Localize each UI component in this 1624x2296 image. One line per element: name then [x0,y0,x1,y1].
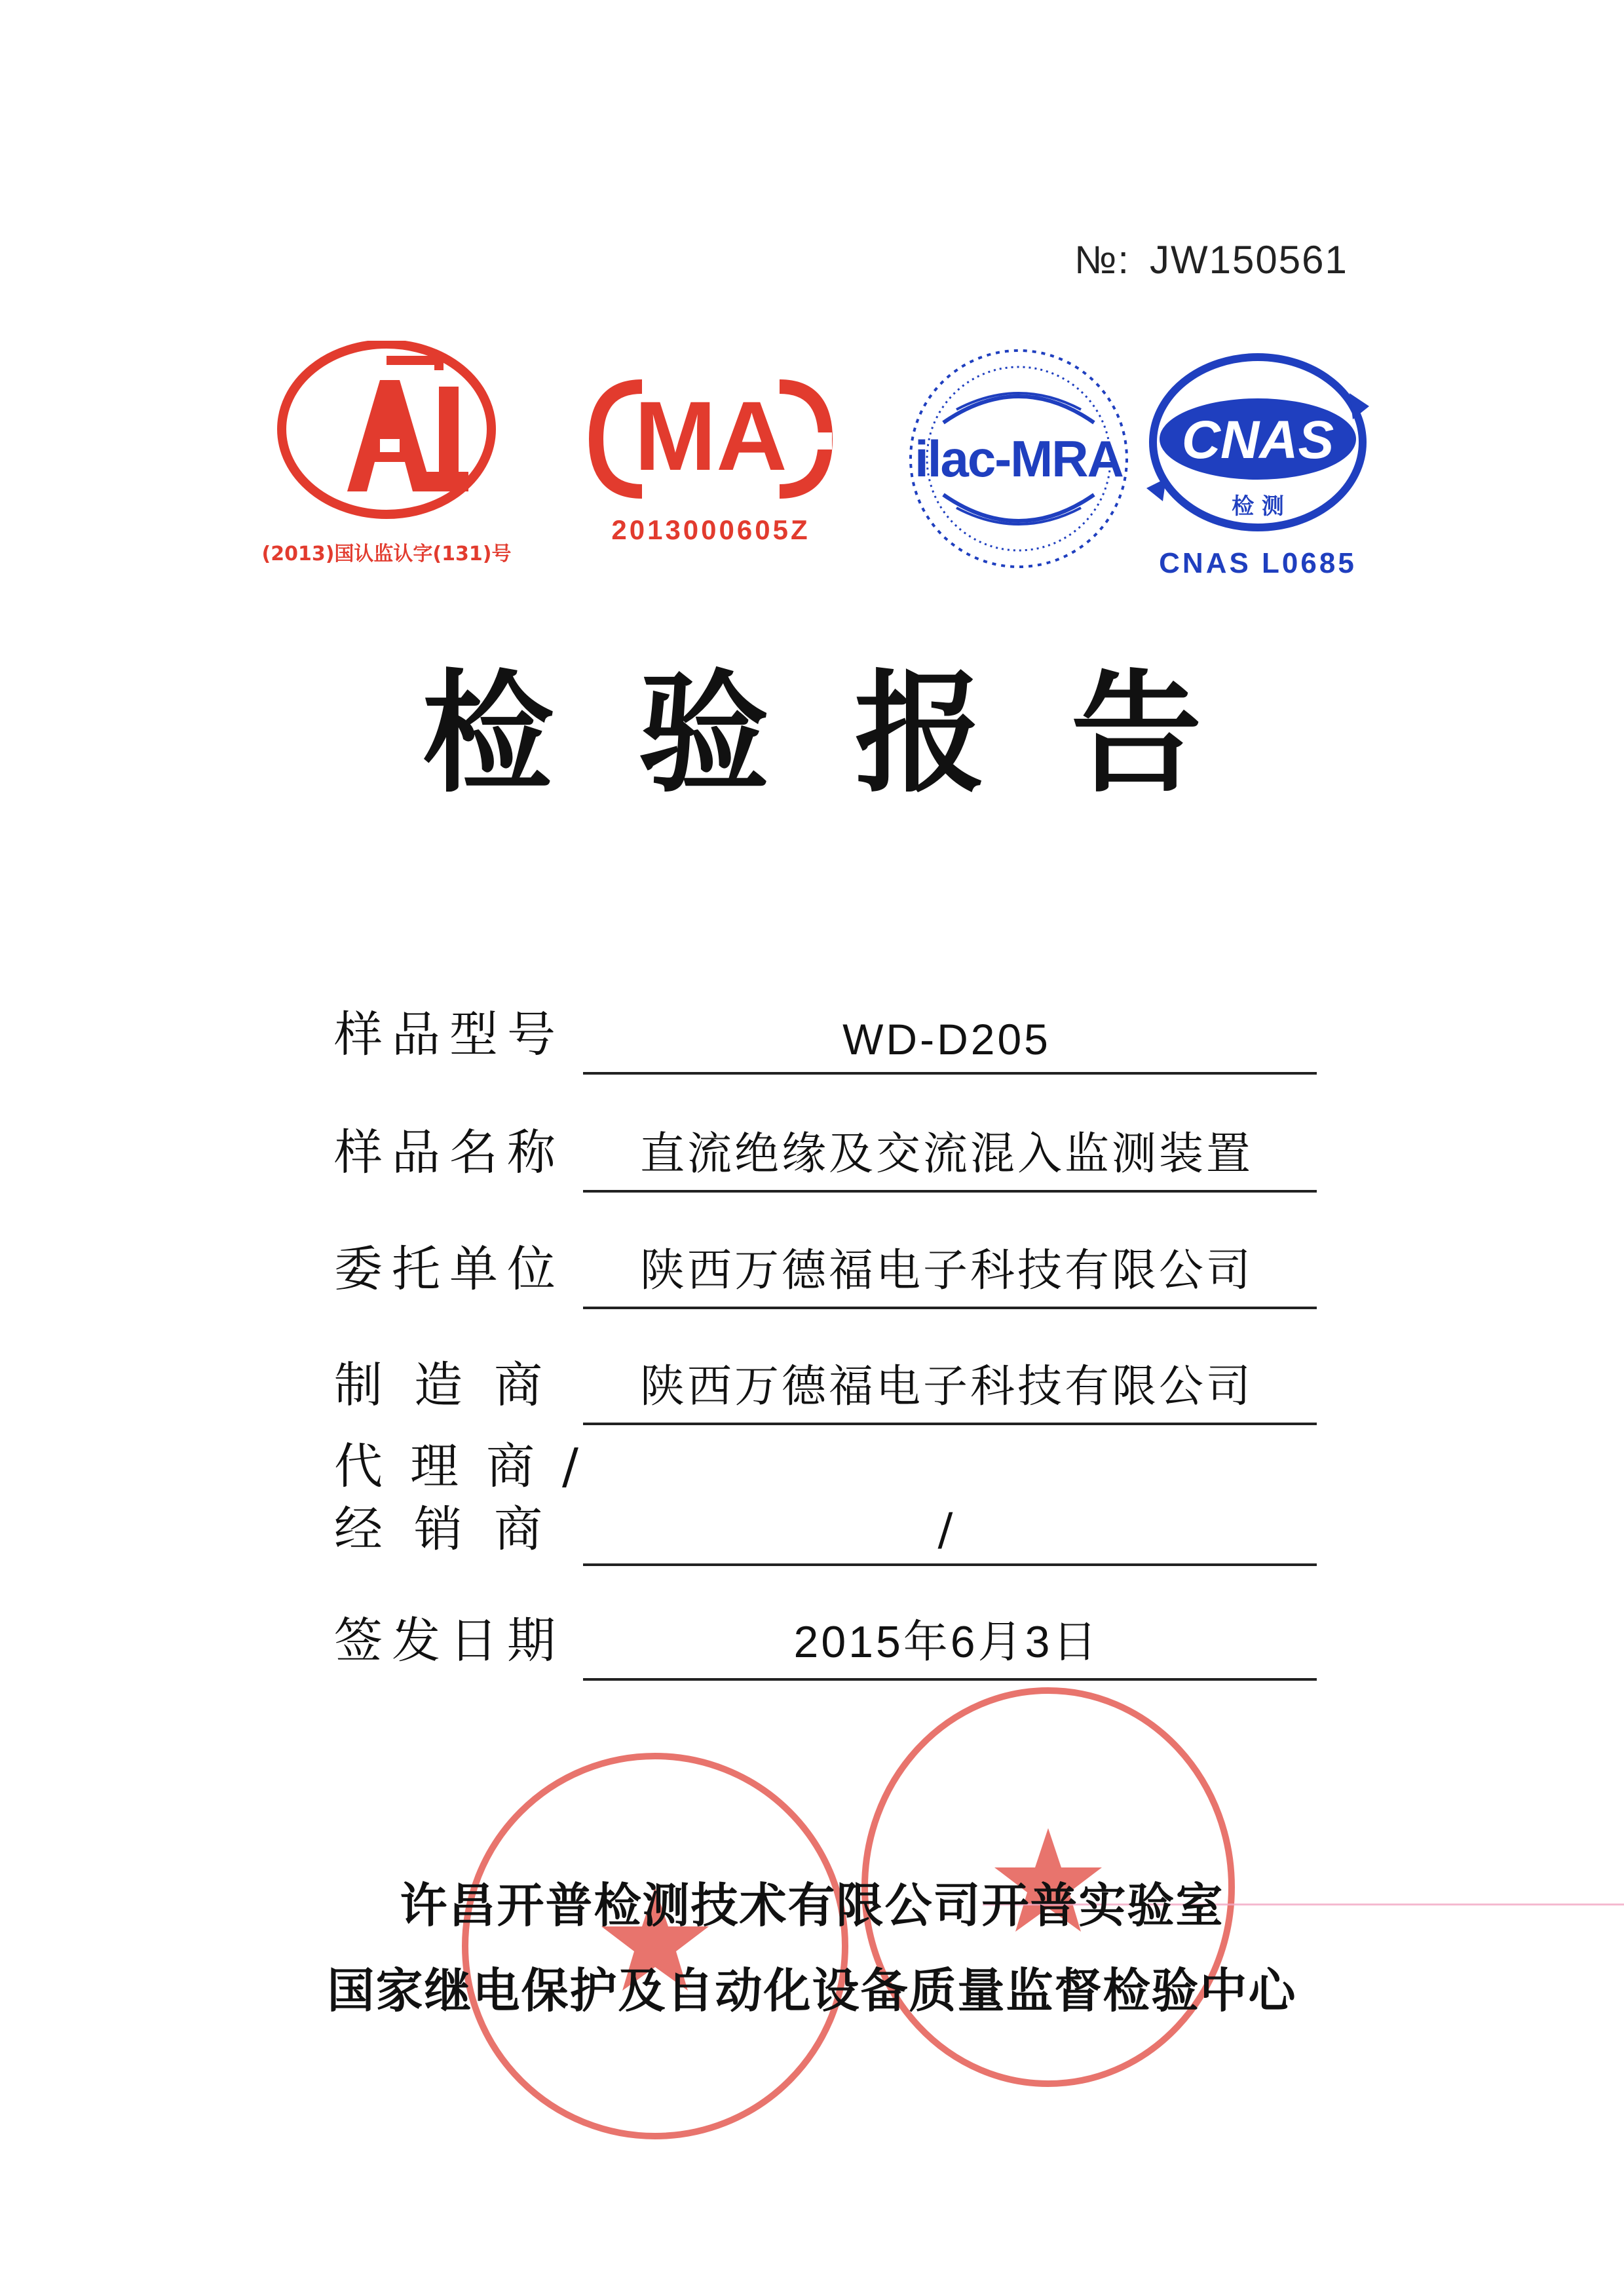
field-sample-model [334,983,1317,1075]
field-value: / [937,1504,956,1556]
cnas-caption: CNAS L0685 [1159,547,1357,579]
field-label: 样品型号 [334,1006,565,1063]
field-value: WD-D205 [842,1015,1051,1063]
cnas-mark-text: CNAS [1181,410,1334,470]
field-label: 委托单位 [334,1241,565,1297]
field-label: 制造商 [334,1357,574,1413]
report-number [1074,237,1348,282]
field-manufacturer [334,1333,1317,1425]
field-issue-date [334,1589,1317,1681]
footer-center-name: 国家继电保护及自动化设备质量监督检验中心 [327,1963,1297,2018]
field-sample-name [334,1101,1317,1193]
company-seal-stamp [452,1743,858,2149]
field-underline [583,1072,1317,1075]
cal-caption: (2013)国认监认字(131)号 [261,543,512,565]
cnas-sub-text: 检 测 [1232,493,1284,520]
cma-logo [583,367,839,564]
cma-mark-text: MA [634,381,787,491]
report-title: 检验报告 [422,658,1287,811]
field-underline [583,1307,1317,1309]
field-label: 样品名称 [334,1124,565,1181]
field-underline [583,1563,1317,1566]
field-value: 直流绝缘及交流混入监测装置 [639,1128,1253,1180]
field-label-line1: 代理商/ [334,1438,606,1495]
footer-lab-name: 许昌开普检测技术有限公司开普实验室 [400,1878,1224,1933]
field-underline [583,1190,1317,1193]
ilac-mra-text: ilac-MRA [915,430,1123,488]
field-client [334,1217,1317,1309]
field-label-line2: 经销商 [334,1501,574,1558]
field-value: 2015年6月3日 [793,1617,1100,1667]
field-agent [334,1474,1317,1566]
field-underline [583,1423,1317,1425]
field-value: 陕西万德福电子科技有限公司 [639,1245,1253,1297]
report-number-label: №: [1074,238,1131,282]
cma-caption: 2013000605Z [611,514,810,545]
cal-logo [249,341,524,577]
field-label: 签发日期 [334,1613,565,1669]
field-value: 陕西万德福电子科技有限公司 [639,1361,1253,1413]
report-number-value: JW150561 [1150,238,1348,282]
ilac-mra-logo [904,344,1133,573]
cnas-logo [1140,347,1376,583]
